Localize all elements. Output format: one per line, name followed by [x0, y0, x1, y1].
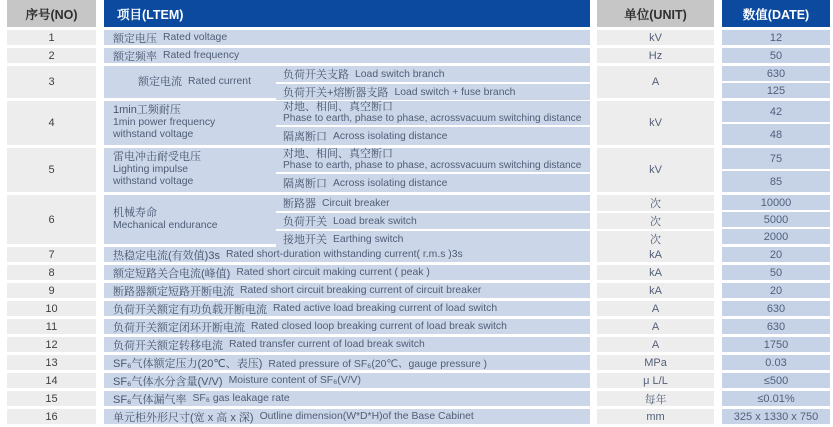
- subitem-en: Load break switch: [333, 215, 417, 227]
- value-cell: 0.03: [722, 355, 830, 370]
- subitem-list: [276, 195, 590, 244]
- item-zh: 热稳定电流(有效值)3s: [113, 249, 220, 262]
- item-zh: 负荷开关额定转移电流: [113, 339, 223, 352]
- no-cell: 8: [7, 265, 96, 280]
- item-en: Rated current: [188, 75, 251, 87]
- table-row: [7, 337, 833, 352]
- item-cell: [104, 319, 590, 334]
- value-cell: 75: [722, 148, 830, 169]
- subitem-zh: 负荷开关支路: [283, 69, 349, 81]
- unit-cell: kV: [597, 30, 714, 45]
- item-en: Rated short circuit breaking current of circuit breaker: [240, 285, 482, 296]
- unit-cell: kA: [597, 265, 714, 280]
- item-en: Rated frequency: [163, 50, 240, 61]
- item-zh: 1min工频耐压: [113, 104, 181, 117]
- value-cell: 125: [722, 83, 830, 98]
- unit-cell: Hz: [597, 48, 714, 63]
- item-zh: 额定电流: [138, 75, 183, 88]
- value-stack: [722, 101, 830, 145]
- table-row: [7, 265, 833, 280]
- table-row: [7, 101, 833, 145]
- value-stack: [722, 148, 830, 192]
- subitem-zh: 对地、相间、真空断口: [283, 148, 393, 160]
- item-cell: [104, 301, 590, 316]
- value-cell: 630: [722, 301, 830, 316]
- subitem-row: [276, 231, 590, 247]
- value-stack: [722, 66, 830, 98]
- item-cell: [104, 48, 590, 63]
- item-cell: [104, 247, 590, 262]
- no-cell: 16: [7, 409, 96, 424]
- unit-stack: [597, 195, 714, 244]
- table-row: [7, 373, 833, 388]
- subitem-en: Circuit breaker: [322, 197, 390, 209]
- unit-cell: kA: [597, 247, 714, 262]
- unit-cell: A: [597, 337, 714, 352]
- item-en: 1min power frequency: [113, 116, 216, 128]
- table-header-row: [7, 0, 833, 27]
- item-en: Mechanical endurance: [113, 219, 218, 231]
- subitem-zh: 对地、相间、真空断口: [283, 101, 393, 113]
- value-cell: 5000: [722, 212, 830, 227]
- item-en: Rated closed loop breaking current of load break switch: [251, 321, 507, 332]
- item-main-label: [104, 195, 276, 244]
- table-row: [7, 48, 833, 63]
- item-en: Rated transfer current of load break switch: [229, 339, 425, 350]
- value-cell: 48: [722, 124, 830, 145]
- subitem-en: Earthing switch: [333, 233, 404, 245]
- item-main-label: [104, 148, 276, 192]
- item-en: Rated short-duration withstanding current( r.m.s )3s: [225, 249, 463, 260]
- item-en: Rated pressure of SF₆(20℃、gauge pressure ): [268, 359, 488, 370]
- header-value: 数值(DATE): [722, 0, 830, 27]
- table-row: [7, 319, 833, 334]
- no-cell: 6: [7, 195, 96, 244]
- value-cell: ≤0.01%: [722, 391, 830, 406]
- subitem-list: [276, 148, 590, 192]
- no-cell: 13: [7, 355, 96, 370]
- table-row: [7, 283, 833, 298]
- table-row: [7, 391, 833, 406]
- value-cell: 50: [722, 48, 830, 63]
- no-cell: 7: [7, 247, 96, 262]
- subitem-list: [276, 66, 590, 98]
- unit-cell: A: [597, 301, 714, 316]
- item-en: Rated active load breaking current of load switch: [273, 303, 498, 314]
- item-zh: 机械寿命: [113, 207, 157, 219]
- no-cell: 11: [7, 319, 96, 334]
- no-cell: 9: [7, 283, 96, 298]
- table-row: [7, 195, 833, 244]
- subitem-en: Load switch + fuse branch: [394, 86, 516, 98]
- no-cell: 2: [7, 48, 96, 63]
- item-main-label: [104, 66, 276, 98]
- value-cell: 630: [722, 319, 830, 334]
- item-cell: [104, 337, 590, 352]
- header-no: 序号(NO): [7, 0, 96, 27]
- item-zh: 断路器额定短路开断电流: [113, 285, 234, 298]
- no-cell: 10: [7, 301, 96, 316]
- item-zh: SF₆气体漏气率: [113, 393, 187, 406]
- subitem-zh: 断路器: [283, 198, 316, 210]
- subitem-row: [276, 174, 590, 192]
- item-cell: [104, 265, 590, 280]
- item-cell: [104, 101, 590, 145]
- subitem-zh: 负荷开关: [283, 216, 327, 228]
- item-zh: 雷电冲击耐受电压: [113, 151, 201, 164]
- item-cell: [104, 373, 590, 388]
- item-cell: [104, 66, 590, 98]
- item-zh: 单元柜外形尺寸(宽 x 高 x 深): [113, 411, 254, 424]
- subitem-row: [276, 148, 590, 172]
- subitem-zh: 负荷开关+熔断器支路: [283, 87, 389, 99]
- no-cell: 3: [7, 66, 96, 98]
- table-row: [7, 30, 833, 45]
- value-cell: 42: [722, 101, 830, 122]
- item-cell: [104, 195, 590, 244]
- unit-cell: mm: [597, 409, 714, 424]
- subitem-row: [276, 195, 590, 211]
- unit-cell: 每年: [597, 391, 714, 406]
- item-zh: SF₆气体水分含量(V/V): [113, 375, 223, 388]
- header-item: 项目(LTEM): [104, 0, 590, 27]
- value-cell: 10000: [722, 195, 830, 210]
- unit-cell: kV: [597, 101, 714, 145]
- subitem-row: [276, 66, 590, 82]
- value-cell: ≤500: [722, 373, 830, 388]
- value-cell: 12: [722, 30, 830, 45]
- item-en: Rated short circuit making current ( peak ): [236, 267, 430, 278]
- subitem-en: Load switch branch: [355, 68, 445, 80]
- item-cell: [104, 355, 590, 370]
- subitem-row: [276, 84, 590, 100]
- unit-cell: MPa: [597, 355, 714, 370]
- value-cell: 20: [722, 247, 830, 262]
- subitem-en: Across isolating distance: [333, 130, 448, 142]
- no-cell: 12: [7, 337, 96, 352]
- item-en: withstand voltage: [113, 176, 194, 188]
- item-main-label: [104, 101, 276, 145]
- item-en: SF₆ gas leakage rate: [192, 393, 290, 404]
- unit-cell: μ L/L: [597, 373, 714, 388]
- no-cell: 5: [7, 148, 96, 192]
- unit-cell: kA: [597, 283, 714, 298]
- item-zh: 额定短路关合电流(峰值): [113, 267, 231, 280]
- unit-cell: 次: [597, 213, 714, 229]
- item-en: Lighting impulse: [113, 163, 189, 175]
- no-cell: 1: [7, 30, 96, 45]
- value-cell: 85: [722, 171, 830, 192]
- no-cell: 14: [7, 373, 96, 388]
- item-en: Outline dimension(W*D*H)of the Base Cabinet: [259, 411, 474, 422]
- item-en: Moisture content of SF₆(V/V): [228, 375, 361, 386]
- subitem-en: Phase to earth, phase to phase, acrossvacuum switching distance: [283, 160, 582, 171]
- item-cell: [104, 283, 590, 298]
- item-zh: 负荷开关额定闭环开断电流: [113, 321, 245, 334]
- item-en: Rated voltage: [163, 32, 228, 43]
- item-zh: SF₆气体额定压力(20℃、表压): [113, 357, 263, 370]
- table-row: [7, 301, 833, 316]
- item-en: withstand voltage: [113, 129, 194, 141]
- unit-cell: A: [597, 319, 714, 334]
- value-cell: 2000: [722, 229, 830, 244]
- unit-cell: kV: [597, 148, 714, 192]
- subitem-row: [276, 213, 590, 229]
- subitem-en: Phase to earth, phase to phase, acrossvacuum switching distance: [283, 113, 582, 124]
- subitem-zh: 隔离断口: [283, 178, 327, 190]
- item-zh: 额定频率: [113, 50, 157, 63]
- subitem-zh: 接地开关: [283, 234, 327, 246]
- subitem-row: [276, 101, 590, 125]
- unit-cell: 次: [597, 195, 714, 211]
- item-cell: [104, 148, 590, 192]
- subitem-zh: 隔离断口: [283, 131, 327, 143]
- table-row: [7, 66, 833, 98]
- value-cell: 630: [722, 66, 830, 81]
- item-zh: 额定电压: [113, 32, 157, 45]
- unit-cell: 次: [597, 231, 714, 247]
- value-cell: 325 x 1330 x 750: [722, 409, 830, 424]
- value-stack: [722, 195, 830, 244]
- item-cell: [104, 409, 590, 424]
- item-zh: 负荷开关额定有功负载开断电流: [113, 303, 267, 316]
- no-cell: 4: [7, 101, 96, 145]
- subitem-list: [276, 101, 590, 145]
- subitem-en: Across isolating distance: [333, 177, 448, 189]
- value-cell: 50: [722, 265, 830, 280]
- table-row: [7, 355, 833, 370]
- table-row: [7, 247, 833, 262]
- unit-cell: A: [597, 66, 714, 98]
- value-cell: 1750: [722, 337, 830, 352]
- header-unit: 单位(UNIT): [597, 0, 714, 27]
- no-cell: 15: [7, 391, 96, 406]
- table-row: [7, 409, 833, 424]
- item-cell: [104, 391, 590, 406]
- table-row: [7, 148, 833, 192]
- subitem-row: [276, 127, 590, 145]
- item-cell: [104, 30, 590, 45]
- value-cell: 20: [722, 283, 830, 298]
